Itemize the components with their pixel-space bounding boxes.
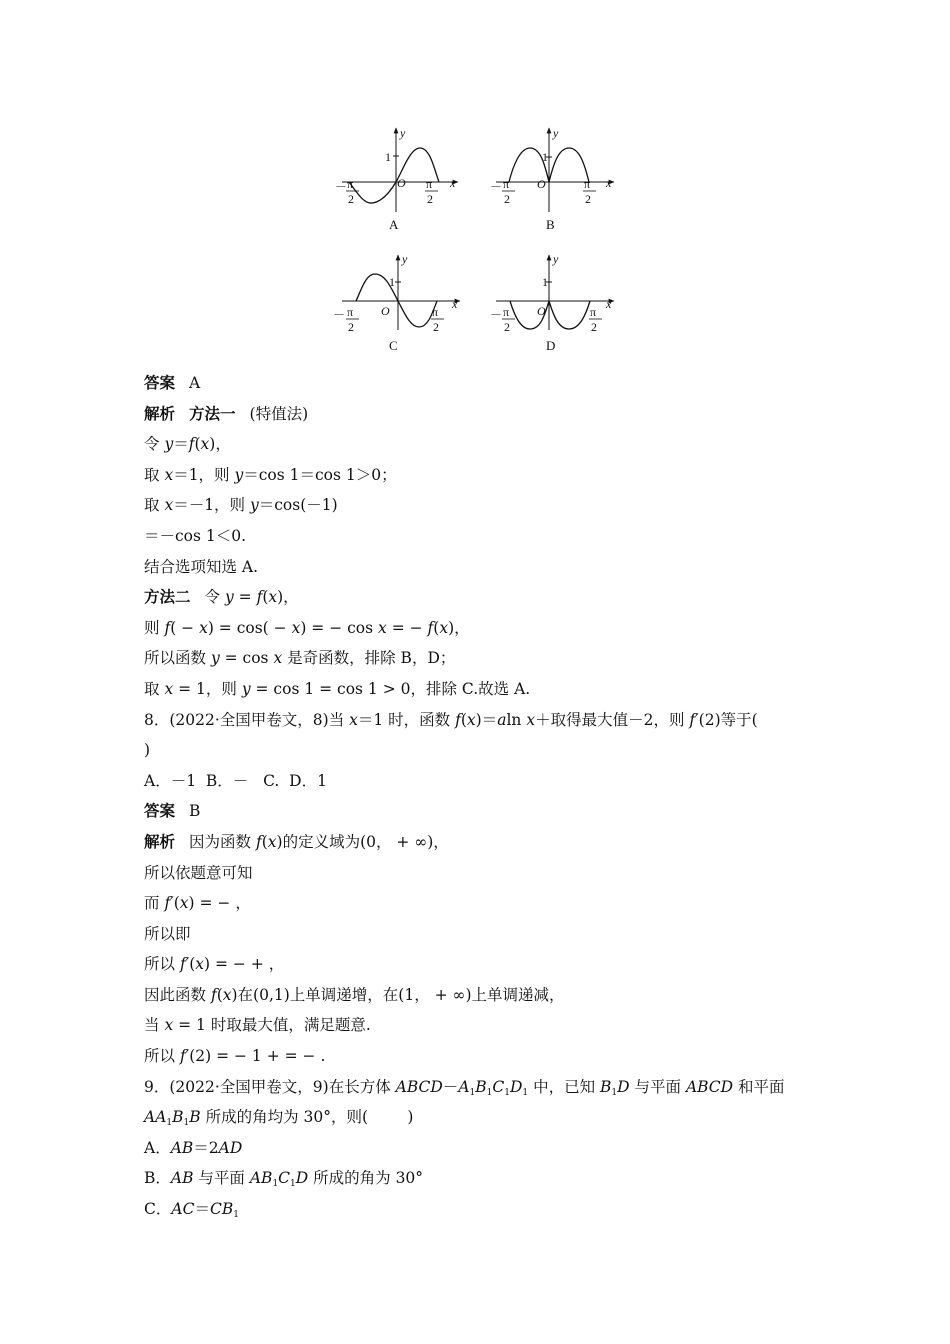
pi-left: π: [347, 177, 354, 191]
x-label: x: [450, 176, 456, 190]
text-line: 所以依题意可知: [144, 863, 253, 882]
pi-left: π: [503, 177, 510, 191]
curve: [510, 301, 590, 329]
y-label: y: [400, 126, 406, 140]
one-label: 1: [389, 275, 395, 289]
analysis-line: 解析 因为函数 f(x)的定义域为(0， + ∞)，: [144, 831, 449, 851]
text-line: 因此函数 f(x)在(0,1)上单调递增，在(1， + ∞)上单调递减，: [144, 985, 565, 1004]
text-line: 所以函数 y = cos x 是奇函数，排除 B，D；: [144, 649, 456, 668]
text-line: 取 x = 1，则 y = cos 1 = cos 1 > 0，排除 C.故选 A.: [144, 679, 531, 698]
text-line: 当 x = 1 时取最大值，满足题意.: [144, 1016, 371, 1035]
answer-line: 答案 B: [144, 801, 201, 821]
den-right: 2: [433, 320, 439, 334]
text-line: 取 x＝－1，则 y＝cos(－1): [144, 496, 338, 515]
den-right: 2: [585, 192, 591, 206]
den-right: 2: [591, 320, 597, 334]
text-line: $AA_1B_1B$ 所成的角均为 30°，则( ): [144, 1108, 414, 1129]
text-line: ＝－cos 1＜0.: [144, 526, 247, 545]
x-label: x: [452, 297, 458, 311]
graph-b: [490, 126, 614, 232]
den-left: 2: [504, 192, 510, 206]
option-label: B: [546, 217, 555, 232]
option-graphs: [0, 0, 950, 365]
one-label: 1: [385, 150, 391, 164]
origin-label: O: [537, 177, 546, 191]
origin-label: O: [537, 304, 546, 318]
text-line: 取 x＝1，则 y＝cos 1＝cos 1＞0；: [144, 465, 397, 484]
option-label: A: [389, 217, 399, 232]
den-right: 2: [427, 192, 433, 206]
pi-left: π: [347, 305, 354, 319]
option-label: C: [389, 338, 398, 353]
y-label: y: [553, 252, 559, 266]
one-label: 1: [542, 150, 548, 164]
text-line: ): [144, 741, 151, 760]
question-8-options: A．－1 B．－ C. D．1: [144, 771, 327, 790]
graphs-svg: [0, 0, 950, 365]
text-line: 所以 f′(x) = − + ，: [144, 955, 285, 974]
origin-label: O: [397, 176, 406, 190]
analysis-method1-line: 解析 方法一 (特值法): [144, 403, 309, 423]
den-left: 2: [348, 192, 354, 206]
graph-a: [335, 126, 458, 232]
pi-right: π: [590, 305, 597, 319]
question-9: 9．(2022·全国甲卷文，9)在长方体 $ABCD-A_1B_1C_1D_1$ 中，已知 $B_1D$ 与平面 ABCD 和平面: [144, 1077, 785, 1098]
graph-c: [333, 252, 460, 353]
text-line: 而 f′(x) = − ，: [144, 894, 251, 913]
minus-left: －: [490, 180, 503, 194]
text-line: 结合选项知选 A.: [144, 557, 259, 576]
option-c: C．$AC=CB_1$: [144, 1200, 239, 1221]
x-label: x: [606, 176, 612, 190]
origin-label: O: [381, 304, 390, 318]
pi-right: π: [426, 177, 433, 191]
method2-line: 方法二 令 y = f(x)，: [144, 587, 299, 607]
option-label: D: [546, 338, 556, 353]
text-line: 所以即: [144, 924, 191, 943]
text-line: 令 y＝f(x)，: [144, 435, 231, 454]
x-label: x: [606, 297, 612, 311]
minus-left: －: [333, 308, 346, 322]
pi-right: π: [584, 177, 591, 191]
answer-line: 答案 A: [144, 373, 201, 392]
y-label: y: [402, 252, 408, 266]
graph-d: [490, 252, 614, 353]
pi-left: π: [503, 305, 510, 319]
question-8: 8．(2022·全国甲卷文，8)当 x＝1 时，函数 f(x)＝aln x＋取得最大值－2，则 f′(2)等于(: [144, 710, 758, 729]
minus-left: －: [335, 180, 348, 194]
text-line: 所以 f′(2) = − 1 + = − .: [144, 1047, 326, 1066]
den-left: 2: [348, 320, 354, 334]
minus-left: －: [490, 308, 503, 322]
solution-text: [144, 368, 814, 1225]
one-label: 1: [542, 275, 548, 289]
option-b: B．AB 与平面 $AB_1C_1D$ 所成的角为 30°: [144, 1169, 424, 1190]
den-left: 2: [504, 320, 510, 334]
text-line: 则 f( − x) = cos( − x) = − cos x = − f(x)，: [144, 618, 470, 637]
pi-right: π: [432, 305, 439, 319]
option-a: A．AB＝2AD: [144, 1138, 243, 1157]
y-label: y: [553, 126, 559, 140]
